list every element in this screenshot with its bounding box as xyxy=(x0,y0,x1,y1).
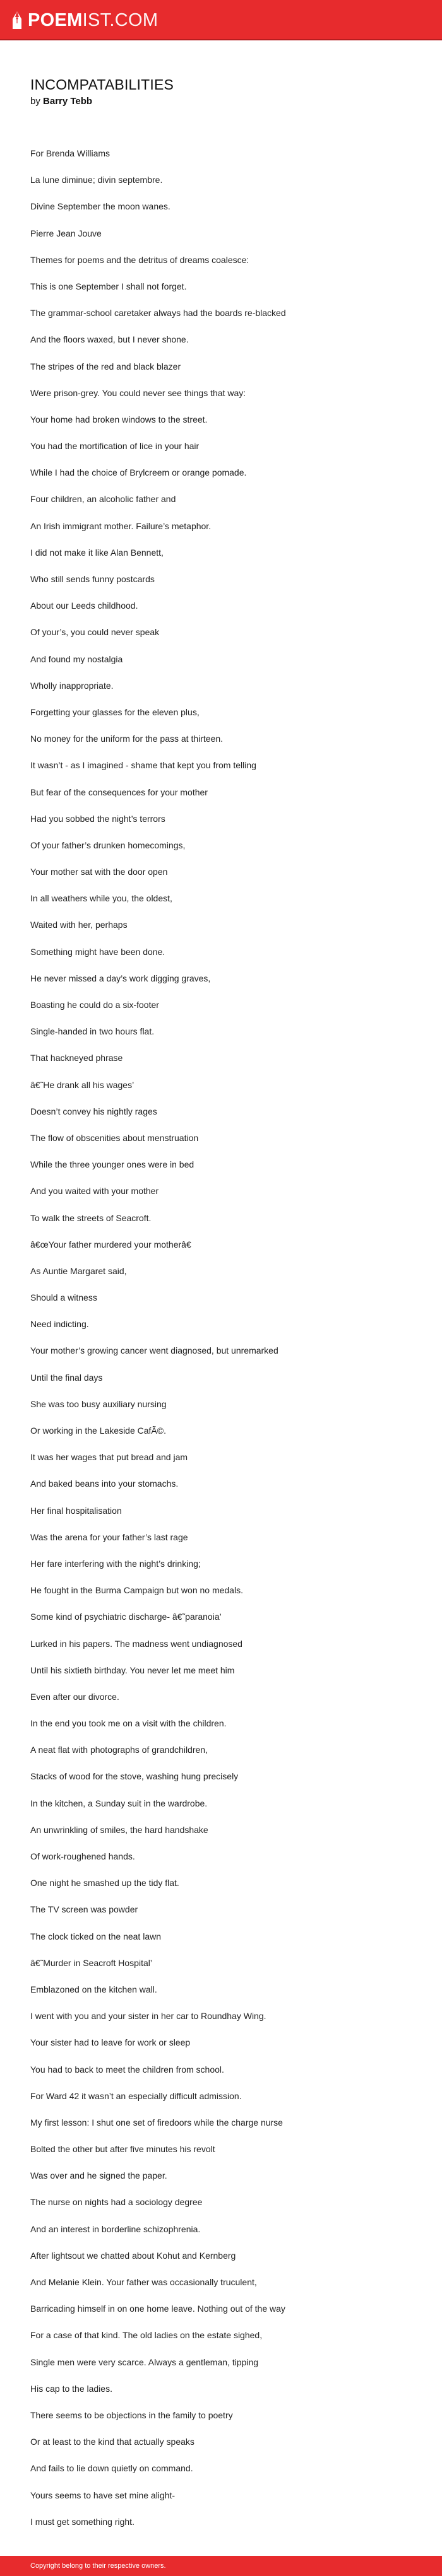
poem-line: Themes for poems and the detritus of dreams coalesce: xyxy=(30,254,249,265)
poem-line: For Brenda Williams xyxy=(30,148,110,158)
poem-line: I must get something right. xyxy=(30,2516,134,2527)
poem-line: Your home had broken windows to the street. xyxy=(30,414,208,424)
poem-line: You had to back to meet the children from school. xyxy=(30,2064,224,2075)
poem-line: The grammar-school caretaker always had the boards re-blacked xyxy=(30,308,286,319)
site-logo-wordmark xyxy=(28,11,158,30)
poem-line: Her final hospitalisation xyxy=(30,1505,122,1516)
poem-line: I went with you and your sister in her car to Roundhay Wing. xyxy=(30,2011,266,2022)
poem-line: And fails to lie down quietly on command. xyxy=(30,2463,193,2474)
poem-line: Lurked in his papers. The madness went undiagnosed xyxy=(30,1638,242,1649)
poem-line: I did not make it like Alan Bennett, xyxy=(30,547,164,558)
poem-title: INCOMPATABILITIES xyxy=(30,76,174,93)
poem-line: The stripes of the red and black blazer xyxy=(30,361,181,372)
poem-line: And the floors waxed, but I never shone. xyxy=(30,334,189,345)
poem-line: His cap to the ladies. xyxy=(30,2383,112,2394)
poem-line: While I had the choice of Brylcreem or orange pomade. xyxy=(30,467,247,478)
poem-line: Until his sixtieth birthday. You never let me meet him xyxy=(30,1665,235,1675)
author-link[interactable]: Barry Tebb xyxy=(43,96,93,107)
poem-line: Divine September the moon wanes. xyxy=(30,201,170,212)
poem-line: The clock ticked on the neat lawn xyxy=(30,1931,162,1941)
poem-line: Until the final days xyxy=(30,1372,103,1383)
poem-line: You had the mortification of lice in your hair xyxy=(30,441,200,452)
poem-line: Of your father’s drunken homecomings, xyxy=(30,840,186,850)
poem-line: La lune diminue; divin septembre. xyxy=(30,175,163,185)
poem-line: The flow of obscenities about menstruation xyxy=(30,1132,199,1143)
poem-line: One night he smashed up the tidy flat. xyxy=(30,1878,179,1888)
poem-line: And baked beans into your stomachs. xyxy=(30,1478,179,1489)
poem-line: And you waited with your mother xyxy=(30,1186,159,1197)
poem-line: Wholly inappropriate. xyxy=(30,680,114,691)
fountain-pen-icon xyxy=(11,11,23,30)
poem-line: About our Leeds childhood. xyxy=(30,600,138,611)
poem-line: Single-handed in two hours flat. xyxy=(30,1026,155,1037)
poem-line: Forgetting your glasses for the eleven plus, xyxy=(30,706,200,717)
poem-line: It was her wages that put bread and jam xyxy=(30,1452,188,1463)
poem-line: Or at least to the kind that actually speaks xyxy=(30,2437,194,2447)
poem-line: The TV screen was powder xyxy=(30,1904,138,1915)
poem-line: The nurse on nights had a sociology degree xyxy=(30,2197,203,2208)
poem-line: Her fare interfering with the night’s drinking; xyxy=(30,1558,201,1569)
poem-line: Should a witness xyxy=(30,1292,97,1303)
poem-line: For Ward 42 it wasn’t an especially difficult admission. xyxy=(30,2090,242,2101)
poem-line: Single men were very scarce. Always a gentleman, tipping xyxy=(30,2356,259,2367)
poem-line: Doesn’t convey his nightly rages xyxy=(30,1106,157,1116)
poem-line: Your sister had to leave for work or sleep xyxy=(30,2037,191,2048)
poem-line: In the end you took me on a visit with the children. xyxy=(30,1718,227,1729)
poem-line: To walk the streets of Seacroft. xyxy=(30,1212,152,1223)
poem-line: There seems to be objections in the family to poetry xyxy=(30,2409,233,2420)
poem-line: After lightsout we chatted about Kohut and Kernberg xyxy=(30,2250,236,2261)
poem-line: That hackneyed phrase xyxy=(30,1053,123,1063)
poem-line: Even after our divorce. xyxy=(30,1691,119,1702)
poem-line: Was the arena for your father’s last rage xyxy=(30,1531,188,1542)
poem-line: He never missed a day’s work digging graves, xyxy=(30,973,211,983)
poem-line: And Melanie Klein. Your father was occasionally truculent, xyxy=(30,2277,257,2287)
poem-line: Barricading himself in on one home leave. Nothing out of the way xyxy=(30,2304,285,2314)
poem-line: My first lesson: I shut one set of firedoors while the charge nurse xyxy=(30,2117,283,2128)
poem-line: Yours seems to have set mine alight- xyxy=(30,2490,176,2500)
poem-line: A neat flat with photographs of grandchildren, xyxy=(30,1745,208,1755)
poem-line: It wasn’t - as I imagined - shame that kept you from telling xyxy=(30,760,256,771)
poem-body xyxy=(30,140,412,2535)
poem-line: He fought in the Burma Campaign but won no medals. xyxy=(30,1585,243,1596)
poem-byline xyxy=(30,95,412,108)
poem-line: While the three younger ones were in bed xyxy=(30,1159,194,1170)
poem-line: Four children, an alcoholic father and xyxy=(30,494,176,505)
poem-line: Your mother sat with the door open xyxy=(30,867,168,877)
poem-line: â€œYour father murdered your motherâ€ xyxy=(30,1239,191,1250)
poem-line: Your mother’s growing cancer went diagnosed, but unremarked xyxy=(30,1345,278,1356)
poem-line: This is one September I shall not forget. xyxy=(30,281,187,291)
site-logo[interactable] xyxy=(11,11,158,30)
poem-line: Stacks of wood for the stove, washing hung precisely xyxy=(30,1771,239,1782)
poem-line: â€˜He drank all his wages’ xyxy=(30,1079,134,1090)
logo-wordmark-light: IST.COM xyxy=(82,9,158,30)
poem-line: Emblazoned on the kitchen wall. xyxy=(30,1984,157,1994)
poem-line: Of your’s, you could never speak xyxy=(30,627,160,638)
poem-line: But fear of the consequences for your mother xyxy=(30,787,208,797)
poem-line: Some kind of psychiatric discharge- â€˜paranoia’ xyxy=(30,1612,222,1622)
poem-line: For a case of that kind. The old ladies on the estate sighed, xyxy=(30,2330,263,2341)
copyright-notice: Copyright belong to their respective owners. xyxy=(30,2562,166,2570)
header-divider xyxy=(0,39,442,40)
poem-line: Need indicting. xyxy=(30,1319,89,1330)
poem-line: She was too busy auxiliary nursing xyxy=(30,1398,167,1409)
poem-page xyxy=(0,40,442,2556)
poem-line: In the kitchen, a Sunday suit in the wardrobe. xyxy=(30,1798,208,1808)
poem-line: Something might have been done. xyxy=(30,946,165,957)
poem-line: Were prison-grey. You could never see things that way: xyxy=(30,387,246,398)
poem-line: In all weathers while you, the oldest, xyxy=(30,893,172,904)
byline-prefix: by xyxy=(30,96,40,107)
logo-wordmark-bold: POEM xyxy=(28,9,83,30)
poem-line: And an interest in borderline schizophrenia. xyxy=(30,2223,201,2234)
poem-line: No money for the uniform for the pass at thirteen. xyxy=(30,734,224,744)
poem-line: An unwrinkling of smiles, the hard handshake xyxy=(30,1824,208,1835)
poem-line: Who still sends funny postcards xyxy=(30,574,155,584)
poem-line: An Irish immigrant mother. Failure’s metaphor. xyxy=(30,520,212,531)
poem-line: Boasting he could do a six-footer xyxy=(30,1000,159,1010)
poem-line: And found my nostalgia xyxy=(30,653,123,664)
poem-line: Of work-roughened hands. xyxy=(30,1851,135,1861)
poem-line: Or working in the Lakeside CafÃ©. xyxy=(30,1426,166,1436)
poem-line: Was over and he signed the paper. xyxy=(30,2170,167,2181)
poem-line: â€˜Murder in Seacroft Hospital’ xyxy=(30,1957,152,1968)
poem-line: Waited with her, perhaps xyxy=(30,920,128,930)
poem-line: Bolted the other but after five minutes his revolt xyxy=(30,2144,215,2155)
site-footer xyxy=(0,2556,442,2576)
poem-line: Had you sobbed the night’s terrors xyxy=(30,813,165,824)
poem-line: As Auntie Margaret said, xyxy=(30,1265,127,1276)
site-header xyxy=(0,0,442,40)
poem-line: Pierre Jean Jouve xyxy=(30,228,102,238)
